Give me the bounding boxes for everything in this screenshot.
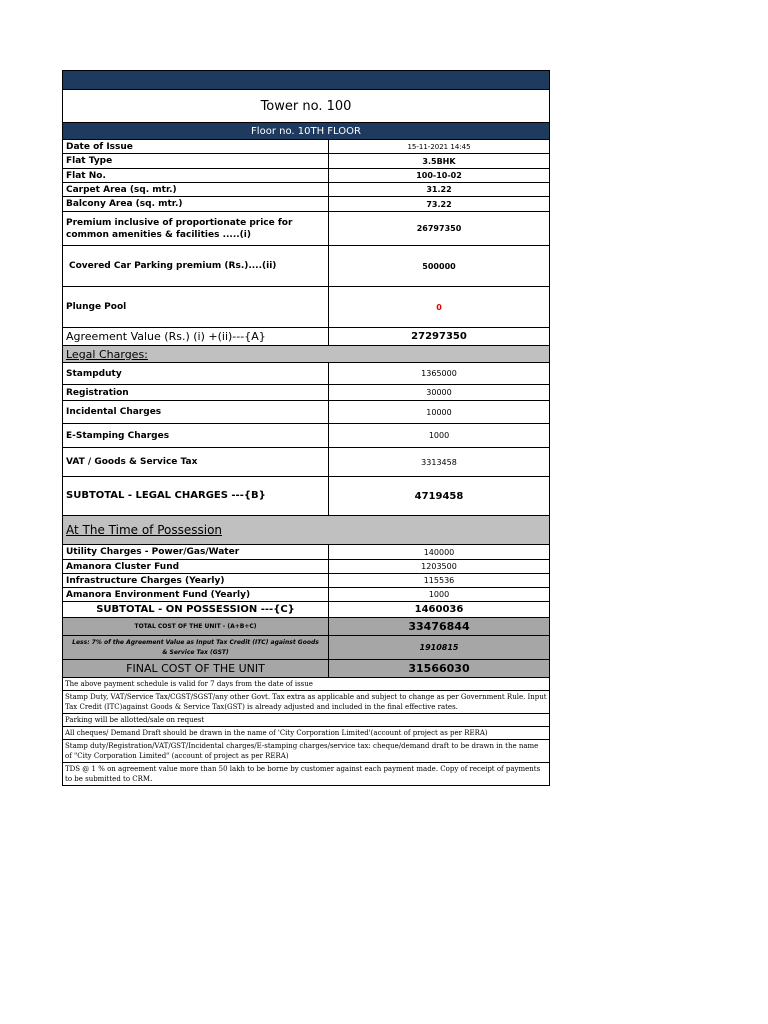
row-value: 10000 (426, 407, 452, 417)
row-label: Covered Car Parking premium (Rs.)....(ii) (63, 246, 329, 286)
row-value: 73.22 (426, 199, 452, 209)
row-label: E-Stamping Charges (63, 424, 329, 447)
row-legal-subtotal (63, 477, 549, 516)
row-value: 1000 (428, 590, 450, 599)
note-tds: TDS @ 1 % on agreement value more than 50 lakh to be borne by customer against each payment made. Copy of receipt of payments to be submitted to CRM. (65, 765, 541, 783)
row-cluster-fund (63, 560, 549, 574)
row-label: SUBTOTAL - LEGAL CHARGES ---{B} (63, 477, 329, 515)
row-label: FINAL COST OF THE UNIT (63, 660, 329, 677)
row-value: 3.5BHK (422, 156, 456, 166)
row-value: 1000 (428, 431, 450, 440)
row-incidental (63, 401, 549, 424)
row-stampduty (63, 363, 549, 385)
note-validity: The above payment schedule is valid for 7 days from the date of issue (63, 678, 549, 691)
row-utility (63, 545, 549, 560)
note-stamp-duty: Stamp duty/Registration/VAT/GST/Incidental charges/E-stamping charges/service tax: cheque/demand draft to be drawn in the name of "City Corporation Limited" (account of project as per RERA) (63, 740, 549, 763)
row-label: SUBTOTAL - ON POSSESSION ---{C} (63, 602, 329, 617)
row-value: 100-10-02 (416, 171, 462, 180)
possession-heading: At The Time of Possession (63, 516, 549, 545)
row-environment-fund (63, 588, 549, 602)
row-total-cost (63, 618, 549, 636)
row-value: 26797350 (416, 224, 462, 233)
row-label: Stampduty (63, 363, 329, 384)
row-label: TOTAL COST OF THE UNIT - (A+B+C) (63, 618, 329, 635)
row-itc (63, 636, 549, 660)
row-plunge-pool (63, 287, 549, 328)
row-value: 33476844 (329, 618, 549, 635)
row-value: 115536 (423, 576, 455, 585)
row-value: 1203500 (421, 562, 457, 571)
row-label: Plunge Pool (63, 287, 329, 327)
row-label: Balcony Area (sq. mtr.) (63, 197, 329, 211)
row-possession-subtotal (63, 602, 549, 618)
row-registration (63, 385, 549, 401)
row-label: Registration (63, 385, 329, 400)
row-label: Less: 7% of the Agreement Value as Input Tax Credit (ITC) against Goods & Service Tax (GST) (63, 636, 329, 659)
note-cheques: All cheques/ Demand Draft should be drawn in the name of 'City Corporation Limited'(account of project as per RERA) (63, 727, 549, 740)
row-label: Amanora Environment Fund (Yearly) (63, 588, 329, 601)
row-label: Carpet Area (sq. mtr.) (63, 183, 329, 196)
note-parking: Parking will be allotted/sale on request (63, 714, 549, 727)
row-carpet-area (63, 183, 549, 197)
cost-sheet (62, 70, 550, 786)
row-label: Utility Charges - Power/Gas/Water (63, 545, 329, 559)
floor-title: Floor no. 10TH FLOOR (63, 123, 549, 140)
row-label: Premium inclusive of proportionate price for common amenities & facilities .....(i) (63, 212, 329, 245)
row-value: 0 (436, 302, 442, 312)
row-infrastructure (63, 574, 549, 588)
row-vat-gst (63, 448, 549, 477)
row-final-cost (63, 660, 549, 678)
row-value: 31566030 (329, 660, 549, 677)
row-value: 30000 (426, 388, 452, 397)
row-e-stamping (63, 424, 549, 448)
note-taxes: Stamp Duty, VAT/Service Tax/CGST/SGST/any other Govt. Tax extra as applicable and subject to change as per Government Rule. Input Tax Credit (ITC)against Goods & Service Tax(GST) is already adjusted and included in the final effective rates. (63, 691, 549, 714)
row-value: 27297350 (411, 331, 467, 342)
row-value: 4719458 (414, 490, 464, 502)
row-flat-no (63, 169, 549, 183)
row-label: Agreement Value (Rs.) (i) +(ii)---{A} (63, 328, 329, 345)
row-label: Incidental Charges (63, 401, 329, 423)
row-label: Flat No. (63, 169, 329, 182)
row-premium (63, 212, 549, 246)
row-label: Date of Issue (63, 140, 329, 153)
legal-charges-heading: Legal Charges: (63, 346, 549, 363)
tower-title: Tower no. 100 (63, 90, 549, 123)
row-label: VAT / Goods & Service Tax (63, 448, 329, 476)
row-value: 1365000 (421, 369, 457, 378)
row-value: 500000 (422, 261, 456, 271)
row-date-of-issue (63, 140, 549, 154)
row-value: 140000 (423, 547, 455, 557)
row-value: 1910815 (329, 636, 549, 659)
row-label: Flat Type (63, 154, 329, 168)
row-value: 1460036 (414, 604, 464, 615)
row-flat-type (63, 154, 549, 169)
row-label: Amanora Cluster Fund (63, 560, 329, 573)
row-value: 3313458 (421, 457, 457, 467)
row-value: 31.22 (426, 185, 452, 194)
row-balcony-area (63, 197, 549, 212)
row-car-parking (63, 246, 549, 287)
header-bar (63, 71, 549, 90)
row-value: 15-11-2021 14:45 (407, 142, 471, 151)
row-label: Infrastructure Charges (Yearly) (63, 574, 329, 587)
row-agreement-value (63, 328, 549, 346)
